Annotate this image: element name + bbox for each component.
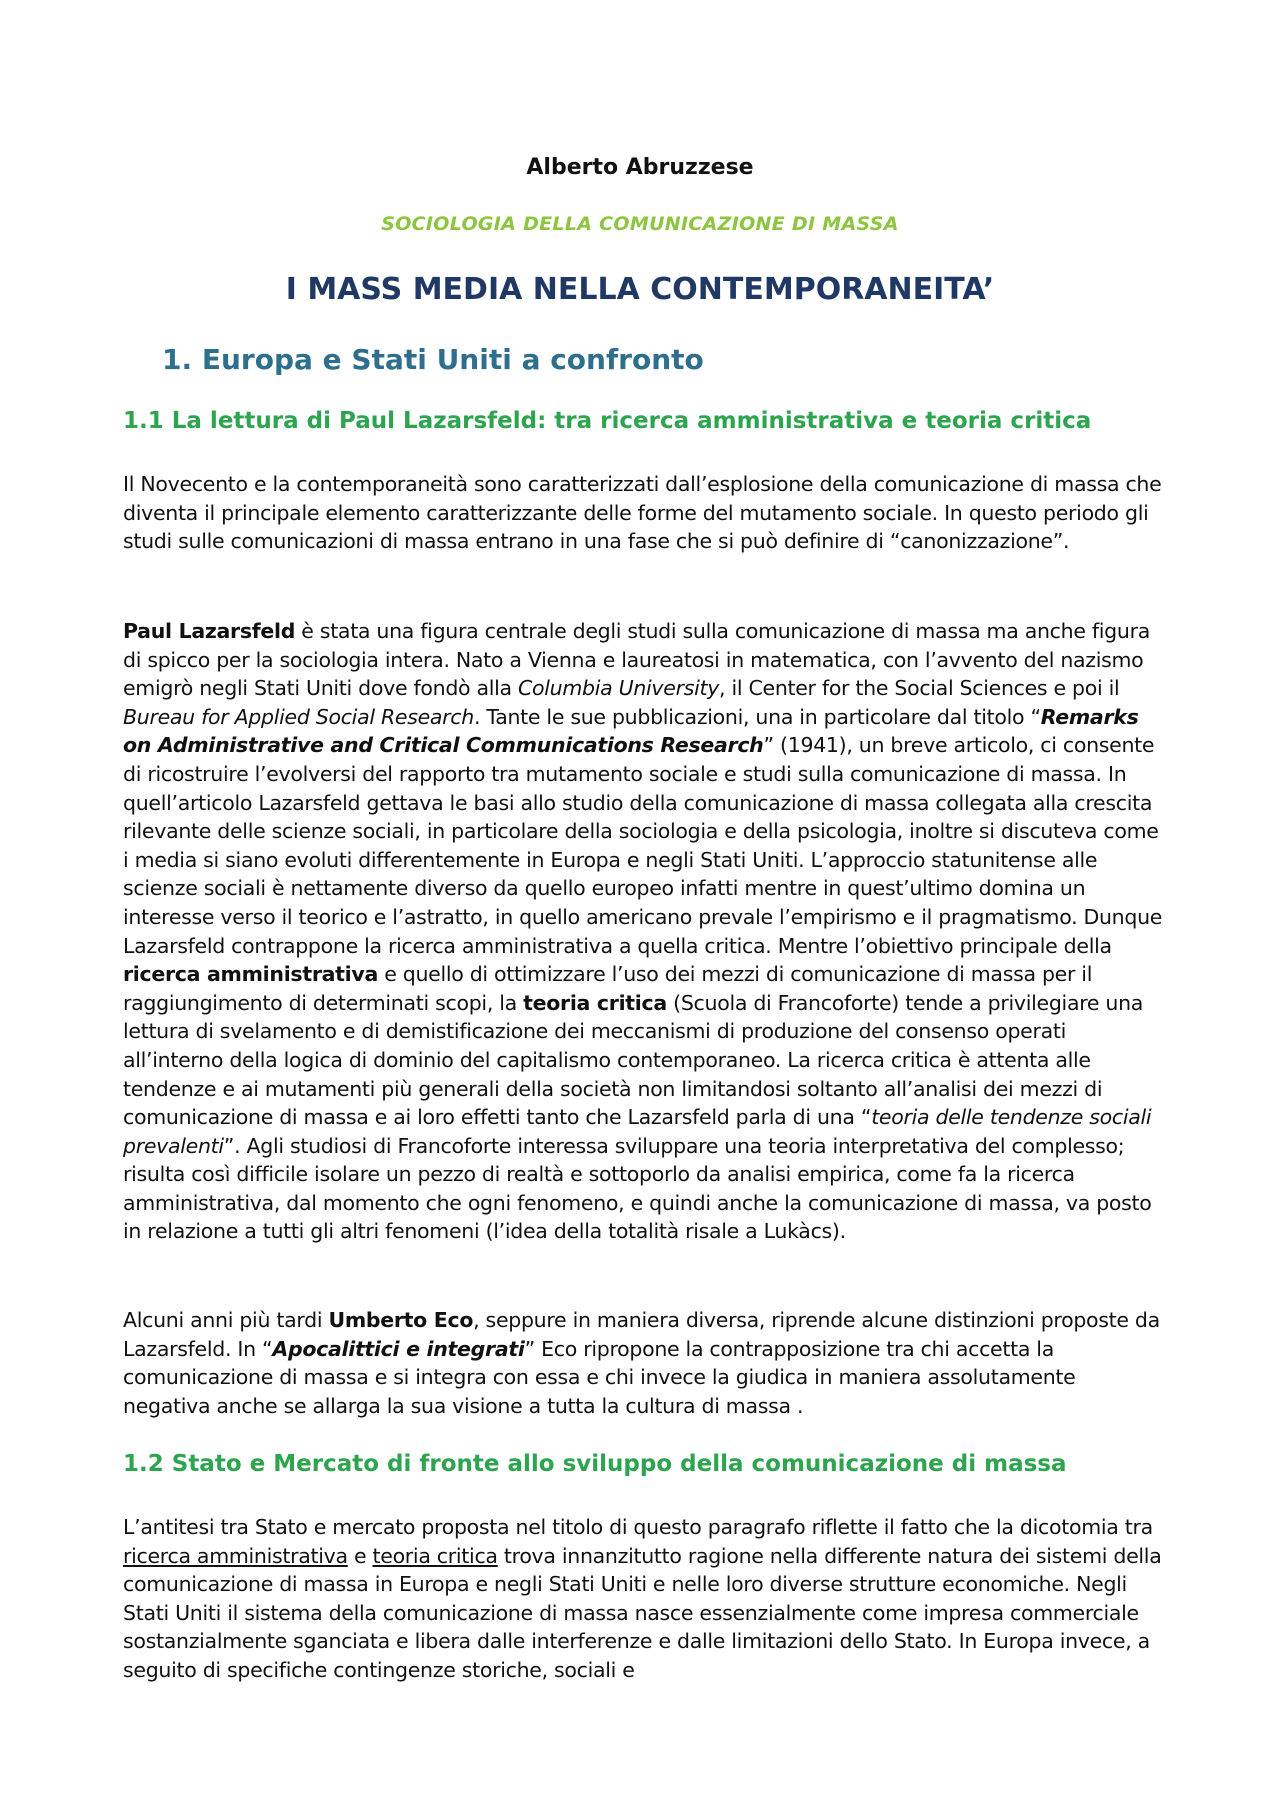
document-title: I MASS MEDIA NELLA CONTEMPORANEITA’: [285, 272, 995, 307]
underlined-ricerca-amministrativa: ricerca amministrativa: [123, 1543, 348, 1568]
paragraph-lazarsfeld: Paul Lazarsfeld è stata una figura centrale degli studi sulla comunicazione di massa ma anche figura di spicco per la sociologia intera. Nato a Vienna e laureatosi in matematica, con l’avvento del nazismo emigrò negli Stati Uniti dove fondò alla Columbia University, il Center for the Social Sciences e poi il Bureau for Applied Social Research. Tante le sue pubblicazioni, una in particolare dal titolo “Remarks on Administrative and Critical Communications Research” (1941), un breve articolo, ci consente di ricostruire l’evolversi del rapporto tra mutamento sociale e studi sulla comunicazione di massa. In quell’articolo Lazarsfeld gettava le basi allo studio della comunicazione di massa collegata alla crescita rilevante delle scienze sociali, in particolare della sociologia e della psicologia, inoltre si discuteva come i media si siano evoluti differentemente in Europa e negli Stati Uniti. L’approccio statunitense alle scienze sociali è nettamente diverso da quello europeo infatti mentre in quest’ultimo domina un interesse verso il teorico e l’astratto, in quello americano prevale l’empirismo e il pragmatismo. Dunque Lazarsfeld contrappone la ricerca amministrativa a quella critica. Mentre l’obiettivo principale della ricerca amministrativa e quello di ottimizzare l’uso dei mezzi di comunicazione di massa per il raggiungimento di determinati scopi, la teoria critica (Scuola di Francoforte) tende a privilegiare una lettura di svelamento e di demistificazione dei meccanismi di produzione del consenso operati all’interno della logica di dominio del capitalismo contemporaneo. La ricerca critica è attenta alle tendenze e ai mutamenti più generali della società non limitandosi soltanto all’analisi dei mezzi di comunicazione di massa e ai loro effetti tanto che Lazarsfeld parla di una “teoria delle tendenze sociali prevalenti”. Agli studiosi di Francoforte interessa sviluppare una teoria interpretativa del complesso; risulta così difficile isolare un pezzo di realtà e sottoporlo da analisi empirica, come fa la ricerca amministrativa, dal momento che ogni fenomeno, e quindi anche la comunicazione di massa, va posto in relazione a tutti gli altri fenomeni (l’idea della totalità risale a Lukàcs).: [123, 619, 1163, 1244]
bold-teoria-critica: teoria critica: [523, 990, 667, 1015]
bold-name-lazarsfeld: Paul Lazarsfeld: [123, 619, 296, 643]
bold-ricerca-amministrativa: ricerca amministrativa: [123, 962, 378, 987]
chapter-heading: 1. Europa e Stati Uniti a confronto: [162, 343, 704, 376]
paragraph-intro: Il Novecento e la contemporaneità sono caratterizzati dall’esplosione della comunicazione di massa che diventa il principale elemento caratterizzante delle forme del mutamento sociale. In questo periodo gli studi sulle comunicazioni di massa entrano in una fase che si può definire di “canonizzazione”.: [123, 472, 1162, 554]
bold-name-eco: Umberto Eco: [328, 1308, 474, 1332]
underlined-teoria-critica: teoria critica: [372, 1543, 498, 1568]
bold-italic-apocalittici: Apocalittici e integrati: [272, 1336, 525, 1361]
paragraph-stato-mercato: L’antitesi tra Stato e mercato proposta nel titolo di questo paragrafo riflette il fatto che la dicotomia tra ricerca amministrativa e teoria critica trova innanzitutto ragione nella differente natura dei sistemi della comunicazione di massa in Europa e negli Stati Uniti e nelle loro diverse strutture economiche. Negli Stati Uniti il sistema della comunicazione di massa nasce essenzialmente come impresa commerciale sostanzialmente sganciata e libera dalle interferenze e dalle limitazioni dello Stato. In Europa invece, a seguito di specifiche contingenze storiche, sociali e: [123, 1515, 1162, 1682]
section-heading-1-1: 1.1 La lettura di Paul Lazarsfeld: tra ricerca amministrativa e teoria critica: [123, 408, 1092, 434]
paragraph-eco: Alcuni anni più tardi Umberto Eco, seppure in maniera diversa, riprende alcune distinzioni proposte da Lazarsfeld. In “Apocalittici e integrati” Eco ripropone la contrapposizione tra chi accetta la comunicazione di massa e si integra con essa e chi invece la giudica in maniera assolutamente negativa anche se allarga la sua visione a tutta la cultura di massa .: [123, 1308, 1160, 1418]
italic-bureau: Bureau for Applied Social Research: [123, 704, 474, 729]
bold-italic-remarks: Remarks on Administrative and Critical Communications Research: [123, 704, 1139, 758]
author-name: Alberto Abruzzese: [526, 155, 754, 180]
italic-columbia: Columbia University: [518, 676, 720, 701]
course-title: SOCIOLOGIA DELLA COMUNICAZIONE DI MASSA: [381, 213, 899, 235]
section-heading-1-2: 1.2 Stato e Mercato di fronte allo sviluppo della comunicazione di massa: [123, 1451, 1067, 1477]
italic-teoria-tendenze: teoria delle tendenze sociali prevalenti: [123, 1105, 1152, 1158]
